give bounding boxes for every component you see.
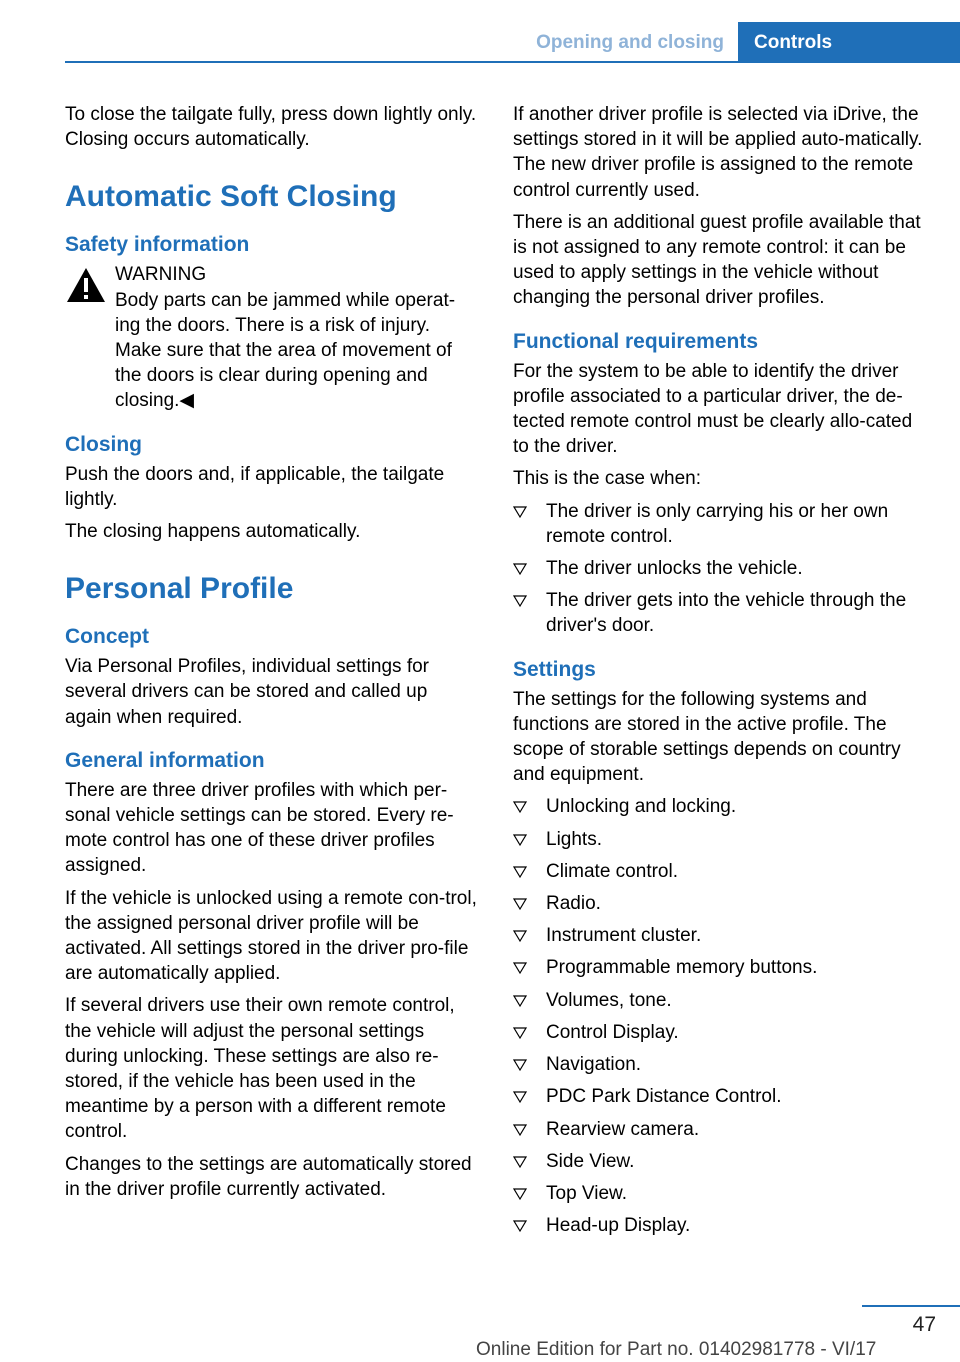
warning-text: [65, 288, 477, 414]
triangle-bullet-icon: [513, 988, 527, 1012]
tailgate-paragraph: To close the tailgate fully, press down lightly only. Closing occurs automatically.: [65, 104, 477, 151]
triangle-bullet-icon: [513, 859, 527, 883]
triangle-bullet-icon: [513, 1149, 527, 1173]
list-item: [513, 1149, 933, 1174]
list-item-text: PDC Park Distance Control.: [546, 1086, 782, 1108]
triangle-bullet-icon: [513, 1117, 527, 1141]
triangle-bullet-icon: [513, 827, 527, 851]
list-item: [513, 891, 933, 916]
list-item-text: Navigation.: [546, 1054, 642, 1076]
list-item: [513, 588, 933, 638]
triangle-bullet-icon: [513, 1181, 527, 1205]
heading-settings: Settings: [513, 657, 596, 681]
list-item: [513, 827, 933, 852]
footer-rule: [862, 1305, 960, 1307]
triangle-bullet-icon: [513, 794, 527, 818]
list-item-text: Instrument cluster.: [546, 925, 702, 947]
triangle-bullet-icon: [513, 923, 527, 947]
list-item-text: Unlocking and locking.: [546, 796, 737, 818]
guest-profile-paragraph: There is an additional guest profile available that is not assigned to any remote control: it can be used to apply settings in the vehicle without changing the personal driver profiles.: [513, 211, 921, 309]
list-item: [513, 859, 933, 884]
header-chapter-tab: Controls: [738, 22, 960, 61]
list-item-text: The driver unlocks the vehicle.: [546, 558, 803, 580]
list-item: [513, 923, 933, 948]
warning-block: [65, 262, 477, 287]
list-item-text: Lights.: [546, 828, 602, 850]
right-column: [513, 102, 933, 1245]
functional-paragraph: For the system to be able to identify the driver profile associated to a particular driver, the de‐tected remote control must be clearly allo‐cated to the driver.: [513, 360, 913, 458]
list-item: [513, 1181, 933, 1206]
concept-paragraph: Via Personal Profiles, individual settings for several drivers can be stored and called up again when required.: [65, 656, 430, 728]
general-paragraph-4: Changes to the settings are automatically stored in the driver profile currently activated.: [65, 1153, 472, 1200]
list-item: [513, 499, 933, 549]
list-item-text: The driver is only carrying his or her own remote control.: [546, 500, 889, 547]
list-item: [513, 1084, 933, 1109]
triangle-bullet-icon: [513, 1213, 527, 1237]
warning-triangle-icon: [65, 266, 107, 304]
warning-text-body: Body parts can be jammed while operat‐ing the doors. There is a risk of injury. Make sure that the area of movement of the doors is clear during opening and closing.◀: [115, 289, 456, 412]
list-item-text: Rearview camera.: [546, 1118, 700, 1140]
general-paragraph-2: If the vehicle is unlocked using a remote con‐trol, the assigned personal driver profile will be activated. All settings stored in the driver pro‐file are automatically applied.: [65, 887, 477, 985]
heading-automatic-soft-closing: Automatic Soft Closing: [65, 180, 397, 214]
list-item-text: The driver gets into the vehicle through the driver's door.: [546, 590, 907, 637]
list-item-text: Side View.: [546, 1150, 635, 1172]
triangle-bullet-icon: [513, 891, 527, 915]
triangle-bullet-icon: [513, 1052, 527, 1076]
triangle-bullet-icon: [513, 556, 527, 580]
requirements-list: [513, 499, 933, 639]
case-paragraph: This is the case when:: [513, 468, 701, 490]
general-paragraph-3: If several drivers use their own remote control, the vehicle will adjust the personal settings during unlocking. These settings are also re‐stored, if the vehicle has been used in the meantime by a person with a different remote control.: [65, 995, 455, 1143]
heading-personal-profile: Personal Profile: [65, 572, 294, 606]
triangle-bullet-icon: [513, 499, 527, 523]
triangle-bullet-icon: [513, 1020, 527, 1044]
list-item: [513, 988, 933, 1013]
list-item-text: Climate control.: [546, 860, 678, 882]
list-item: [513, 1052, 933, 1077]
heading-closing: Closing: [65, 432, 142, 456]
edition-note: Online Edition for Part no. 01402981778 - VI/17: [476, 1339, 877, 1360]
list-item: [513, 794, 933, 819]
triangle-bullet-icon: [513, 1084, 527, 1108]
heading-concept: Concept: [65, 625, 149, 649]
heading-general-information: General information: [65, 748, 265, 772]
list-item: [513, 556, 933, 581]
list-item: [513, 1020, 933, 1045]
list-item-text: Programmable memory buttons.: [546, 957, 818, 979]
list-item: [513, 1213, 933, 1238]
warning-title: WARNING: [115, 264, 207, 286]
heading-functional-requirements: Functional requirements: [513, 329, 759, 353]
left-column: [65, 102, 477, 1209]
heading-safety-information: Safety information: [65, 233, 250, 257]
list-item: [513, 955, 933, 980]
triangle-bullet-icon: [513, 955, 527, 979]
list-item: [513, 1117, 933, 1142]
general-paragraph-1: There are three driver profiles with which per‐sonal vehicle settings can be stored. Every re‐mote control has one of these driver profiles assigned.: [65, 779, 454, 877]
closing-paragraph-2: The closing happens automatically.: [65, 521, 361, 543]
settings-list: [513, 794, 933, 1238]
settings-paragraph: The settings for the following systems and functions are stored in the active profile. The scope of storable settings depends on country and equipment.: [513, 688, 901, 786]
page-number: 47: [912, 1313, 936, 1336]
list-item-text: Control Display.: [546, 1021, 679, 1043]
header-section-label: Opening and closing: [536, 32, 724, 53]
idrive-paragraph: If another driver profile is selected via iDrive, the settings stored in it will be applied auto‐matically. The new driver profile is assigned to the remote control currently used.: [513, 104, 923, 201]
list-item-text: Volumes, tone.: [546, 989, 672, 1011]
list-item-text: Head-up Display.: [546, 1215, 691, 1237]
closing-paragraph-1: Push the doors and, if applicable, the tailgate lightly.: [65, 463, 445, 510]
triangle-bullet-icon: [513, 588, 527, 612]
list-item-text: Top View.: [546, 1182, 627, 1204]
list-item-text: Radio.: [546, 893, 601, 915]
header-rule: [65, 61, 960, 63]
